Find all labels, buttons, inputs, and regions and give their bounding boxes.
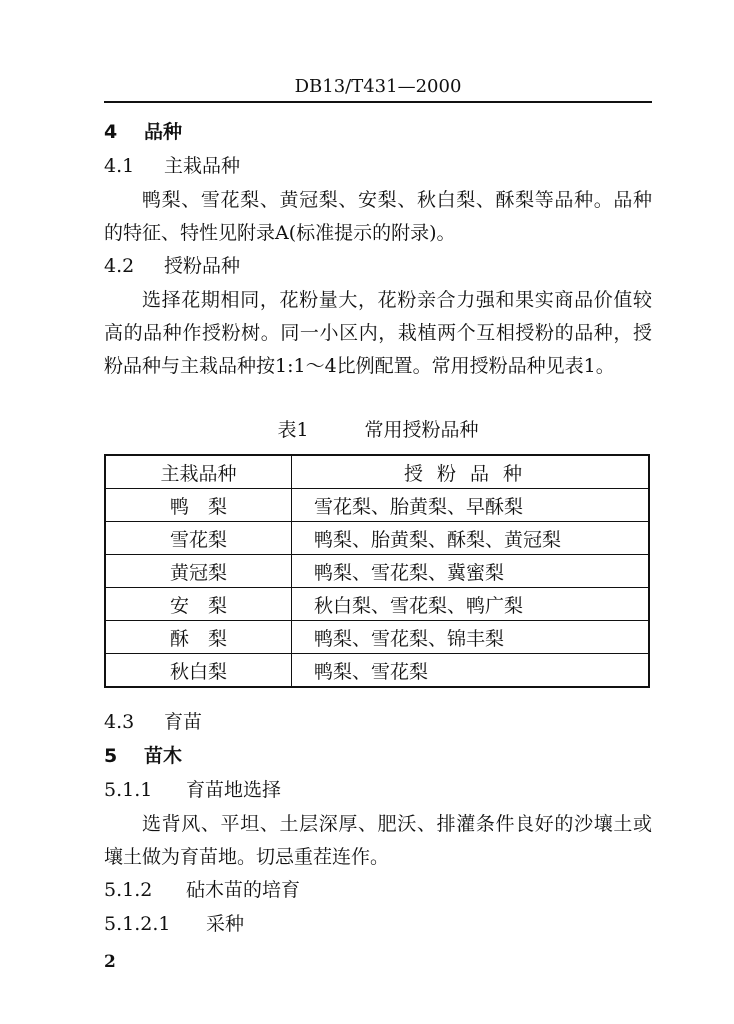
table-label: 表1 bbox=[277, 419, 309, 441]
section-4-2-heading bbox=[104, 254, 240, 278]
section-number: 4.2 bbox=[104, 255, 135, 277]
section-4-heading bbox=[104, 120, 182, 144]
main-variety-cell: 黄冠梨 bbox=[105, 555, 292, 588]
main-variety-cell: 酥 梨 bbox=[105, 621, 292, 654]
table-row bbox=[105, 522, 649, 555]
section-4-1-heading bbox=[104, 154, 240, 178]
section-5-1-2-1-heading bbox=[104, 912, 244, 936]
section-title: 砧木苗的培育 bbox=[186, 879, 301, 901]
section-number: 5.1.2.1 bbox=[104, 913, 171, 935]
header-main-variety: 主栽品种 bbox=[105, 455, 292, 489]
section-5-1-2-heading bbox=[104, 878, 300, 902]
section-title: 主栽品种 bbox=[164, 155, 241, 177]
section-5-heading bbox=[104, 744, 182, 768]
section-number: 5.1.2 bbox=[104, 879, 153, 901]
table-header-row bbox=[105, 455, 649, 489]
main-variety-cell: 雪花梨 bbox=[105, 522, 292, 555]
section-number: 4 bbox=[104, 121, 118, 143]
pollinator-cell: 鸭梨、雪花梨、冀蜜梨 bbox=[292, 555, 650, 588]
table-row bbox=[105, 489, 649, 522]
section-title: 品种 bbox=[144, 121, 183, 143]
section-number: 5.1.1 bbox=[104, 779, 153, 801]
pollinator-cell: 鸭梨、胎黄梨、酥梨、黄冠梨 bbox=[292, 522, 650, 555]
section-5-1-1-heading bbox=[104, 778, 281, 802]
section-number: 4.3 bbox=[104, 711, 135, 733]
pollinator-cell: 鸭梨、雪花梨、锦丰梨 bbox=[292, 621, 650, 654]
section-title: 采种 bbox=[206, 913, 245, 935]
section-4-1-paragraph: 鸭梨、雪花梨、黄冠梨、安梨、秋白梨、酥梨等品种。品种的特征、特性见附录A(标准提示的附录)。 bbox=[104, 189, 652, 244]
table-row bbox=[105, 621, 649, 654]
standard-code: DB13/T431—2000 bbox=[294, 76, 462, 97]
header-pollinator-variety: 授粉品种 bbox=[292, 455, 650, 489]
pollination-table bbox=[104, 454, 650, 688]
table-title: 常用授粉品种 bbox=[364, 419, 479, 441]
section-title: 育苗 bbox=[164, 711, 203, 733]
section-4-2-paragraph: 选择花期相同，花粉量大，花粉亲合力强和果实商品价值较高的品种作授粉树。同一小区内，栽植两个互相授粉的品种，授粉品种与主栽品种按1:1～4比例配置。常用授粉品种见表1。 bbox=[104, 289, 652, 377]
table-row bbox=[105, 654, 649, 688]
pollinator-cell: 雪花梨、胎黄梨、早酥梨 bbox=[292, 489, 650, 522]
section-title: 授粉品种 bbox=[164, 255, 241, 277]
pollinator-cell: 鸭梨、雪花梨 bbox=[292, 654, 650, 688]
main-variety-cell: 秋白梨 bbox=[105, 654, 292, 688]
table-row bbox=[105, 555, 649, 588]
pollinator-cell: 秋白梨、雪花梨、鸭广梨 bbox=[292, 588, 650, 621]
table-caption bbox=[104, 418, 652, 442]
table-row bbox=[105, 588, 649, 621]
section-title: 育苗地选择 bbox=[186, 779, 282, 801]
section-title: 苗木 bbox=[144, 745, 183, 767]
page-number: 2 bbox=[104, 952, 116, 972]
section-number: 5 bbox=[104, 745, 118, 767]
section-number: 4.1 bbox=[104, 155, 135, 177]
main-variety-cell: 安 梨 bbox=[105, 588, 292, 621]
section-4-3-heading bbox=[104, 710, 202, 734]
main-variety-cell: 鸭 梨 bbox=[105, 489, 292, 522]
section-5-1-1-paragraph: 选背风、平坦、土层深厚、肥沃、排灌条件良好的沙壤土或壤土做为育苗地。切忌重茬连作。 bbox=[104, 813, 652, 868]
header-rule bbox=[104, 101, 652, 103]
